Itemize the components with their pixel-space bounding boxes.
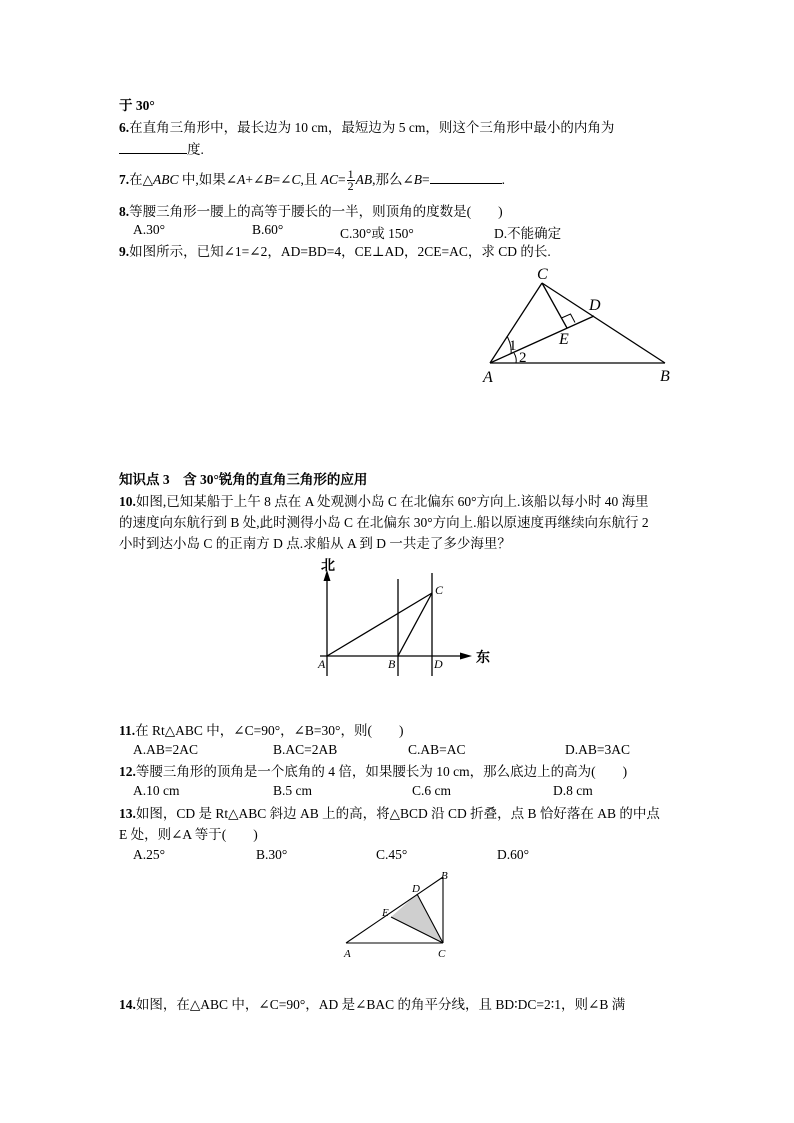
fig1-label-d: D	[589, 297, 601, 314]
q13-line2: E 处，则∠A 等于( )	[119, 827, 258, 842]
fig1-label-c: C	[537, 266, 548, 283]
q11-option-c[interactable]: C.AB=AC	[408, 742, 466, 757]
q12-option-d[interactable]: D.8 cm	[553, 783, 593, 798]
figure-fold-triangle	[338, 866, 464, 962]
q7-answer-blank[interactable]	[430, 171, 502, 184]
q12-option-a[interactable]: A.10 cm	[133, 783, 180, 798]
q11-option-d[interactable]: D.AB=3AC	[565, 742, 630, 757]
fig2-label-north: 北	[321, 559, 335, 574]
fig3-shaded-triangle-ecd	[391, 894, 443, 943]
fig2-label-a: A	[318, 657, 326, 671]
fig1-label-e: E	[559, 331, 569, 348]
q7-line: 7.在△ABC 中,如果∠A+∠B=∠C,且 AC= $\frac{1}{2}$ AB,那么∠B= .	[119, 167, 506, 194]
q6-answer-blank[interactable]	[119, 141, 187, 154]
q12-option-b[interactable]: B.5 cm	[273, 783, 312, 798]
q13-option-b[interactable]: B.30°	[256, 847, 288, 862]
fig1-label-b: B	[660, 368, 670, 385]
fig2-label-d: D	[434, 657, 443, 671]
fig1-label-angle-1: 1	[509, 338, 517, 354]
fig2-line-ac	[327, 593, 432, 656]
fig1-angle-arc-2	[514, 353, 516, 363]
fig3-label-b: B	[441, 870, 448, 882]
q13-line1: 13.如图，CD 是 Rt△ABC 斜边 AB 上的高，将△BCD 沿 CD 折叠，点 B 恰好落在 AB 的中点	[119, 806, 660, 821]
q11-line: 11.在 Rt△ABC 中，∠C=90°，∠B=30°，则( )	[119, 723, 404, 738]
fig3-label-d: D	[412, 883, 420, 895]
q10-line3: 小时到达小岛 C 的正南方 D 点.求船从 A 到 D 一共走了多少海里？	[119, 536, 511, 551]
q13-option-c[interactable]: C.45°	[376, 847, 408, 862]
q8-option-b[interactable]: B.60°	[252, 222, 284, 237]
q13-option-d[interactable]: D.60°	[497, 847, 530, 862]
q8-option-c[interactable]: C.30°或 150°	[340, 226, 414, 241]
q8-option-d[interactable]: D.不能确定	[494, 226, 562, 241]
q8-option-a[interactable]: A.30°	[133, 222, 166, 237]
q11-option-a[interactable]: A.AB=2AC	[133, 742, 198, 757]
q11-option-b[interactable]: B.AC=2AB	[273, 742, 338, 757]
fig3-label-c: C	[438, 948, 446, 960]
q5-tail: 于 30°	[119, 98, 155, 113]
q6-line1: 6.在直角三角形中，最长边为 10 cm，最短边为 5 cm，则这个三角形中最小的内角为	[119, 120, 615, 135]
section-3-heading: 知识点 3 含 30°锐角的直角三角形的应用	[119, 472, 368, 487]
q13-option-a[interactable]: A.25°	[133, 847, 166, 862]
q10-line1: 10.如图,已知某船于上午 8 点在 A 处观测小岛 C 在北偏东 60°方向上.该船以每小时 40 海里	[119, 494, 649, 509]
fig3-label-e: E	[382, 907, 389, 919]
fig1-segment-ce	[542, 283, 567, 328]
q8-line: 8.等腰三角形一腰上的高等于腰长的一半，则顶角的度数是( )	[119, 204, 503, 219]
fig3-label-a: A	[344, 948, 351, 960]
fig1-label-angle-2: 2	[519, 350, 527, 366]
q6-line2: 度.	[119, 141, 679, 159]
q9-line: 9.如图所示，已知∠1=∠2，AD=BD=4，CE⊥AD，2CE=AC，求 CD 的长.	[119, 244, 551, 259]
fig2-label-east: 东	[476, 651, 490, 666]
fig2-east-arrow-icon	[460, 653, 472, 660]
q12-line: 12.等腰三角形的顶角是一个底角的 4 倍，如果腰长为 10 cm，那么底边上的高为( )	[119, 764, 628, 779]
fig1-label-a: A	[483, 369, 493, 386]
q12-option-c[interactable]: C.6 cm	[412, 783, 451, 798]
fig1-side-cb	[542, 283, 665, 363]
fig2-label-b: B	[388, 657, 396, 671]
figure-triangle-abcde	[475, 262, 685, 387]
q14-line: 14.如图，在△ABC 中，∠C=90°，AD 是∠BAC 的角平分线，且 BD∶DC=2∶1，则∠B 满	[119, 997, 626, 1012]
q10-line2: 的速度向东航行到 B 处,此时测得小岛 C 在北偏东 30°方向上.船以原速度再继续向东航行 2	[119, 515, 649, 530]
q7-fraction: $\frac{1}{2}$	[347, 167, 354, 194]
figure-navigation	[308, 556, 498, 676]
fig2-label-c: C	[435, 583, 444, 597]
